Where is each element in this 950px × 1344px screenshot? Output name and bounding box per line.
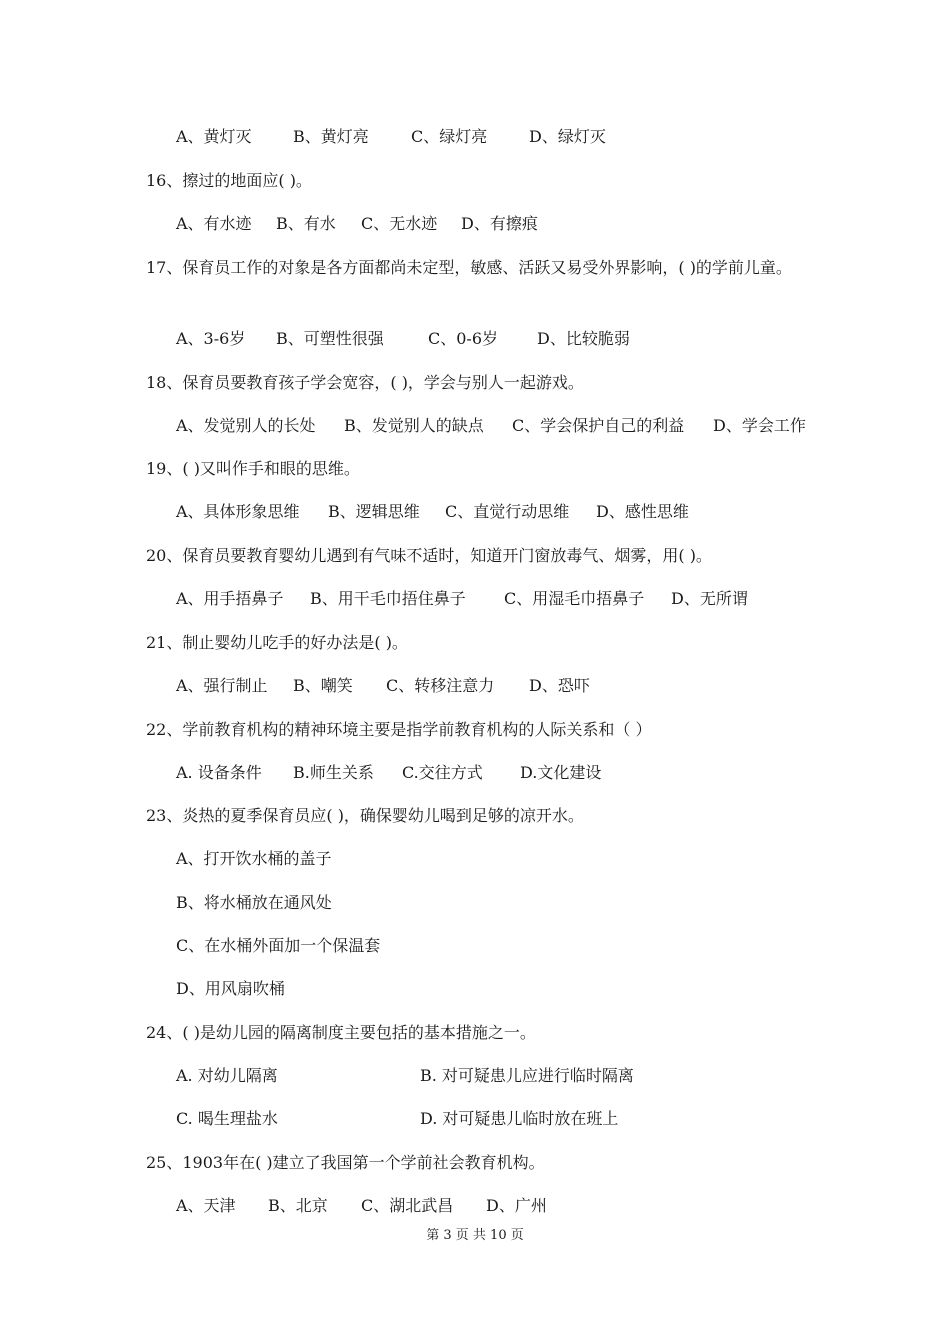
q20-option-b: B、用干毛巾捂住鼻子 (310, 589, 466, 608)
q18-option-a: A、发觉别人的长处 (176, 416, 316, 435)
q23-option-b: B、将水桶放在通风处 (176, 893, 332, 912)
q15-option-c: C、绿灯亮 (411, 127, 488, 146)
page-number-footer: 第 3 页 共 10 页 (426, 1228, 524, 1243)
q20-option-d: D、无所谓 (671, 589, 748, 608)
q23-option-c: C、在水桶外面加一个保温套 (176, 936, 381, 955)
q17-option-b: B、可塑性很强 (276, 329, 384, 348)
q20-option-a: A、用手捂鼻子 (176, 589, 284, 608)
q24-option-b: B. 对可疑患儿应进行临时隔离 (420, 1066, 634, 1085)
question-20-stem: 20、保育员要教育婴幼儿遇到有气味不适时，知道开门窗放毒气、烟雾，用( )。 (146, 546, 712, 565)
q17-option-a: A、3-6岁 (176, 329, 246, 348)
q19-option-b: B、逻辑思维 (328, 502, 420, 521)
q19-option-a: A、具体形象思维 (176, 502, 300, 521)
q25-option-c: C、湖北武昌 (361, 1196, 454, 1215)
q22-option-a: A. 设备条件 (176, 763, 262, 782)
q17-option-c: C、0-6岁 (428, 329, 499, 348)
q19-option-c: C、直觉行动思维 (445, 502, 570, 521)
q16-option-b: B、有水 (276, 214, 336, 233)
q24-option-d: D. 对可疑患儿临时放在班上 (420, 1109, 619, 1128)
q16-option-c: C、无水迹 (361, 214, 438, 233)
q19-option-d: D、感性思维 (596, 502, 689, 521)
q22-option-c: C.交往方式 (402, 763, 483, 782)
q24-option-a: A. 对幼儿隔离 (176, 1066, 278, 1085)
q23-option-a: A、打开饮水桶的盖子 (176, 849, 332, 868)
question-17-stem: 17、保育员工作的对象是各方面都尚未定型，敏感、活跃又易受外界影响，( )的学前儿童。 (146, 258, 792, 277)
q21-option-b: B、嘲笑 (293, 676, 353, 695)
q15-option-b: B、黄灯亮 (293, 127, 369, 146)
q20-option-c: C、用湿毛巾捂鼻子 (504, 589, 645, 608)
q16-option-a: A、有水迹 (176, 214, 252, 233)
q23-option-d: D、用风扇吹桶 (176, 979, 285, 998)
q18-option-b: B、发觉别人的缺点 (344, 416, 484, 435)
q24-option-c: C. 喝生理盐水 (176, 1109, 278, 1128)
q17-option-d: D、比较脆弱 (537, 329, 630, 348)
question-18-stem: 18、保育员要教育孩子学会宽容，( )，学会与别人一起游戏。 (146, 373, 584, 392)
q15-option-d: D、绿灯灭 (529, 127, 606, 146)
q18-option-c: C、学会保护自己的利益 (512, 416, 685, 435)
q21-option-d: D、恐吓 (529, 676, 590, 695)
q22-option-b: B.师生关系 (293, 763, 374, 782)
question-24-stem: 24、( )是幼儿园的隔离制度主要包括的基本措施之一。 (146, 1023, 536, 1042)
q21-option-a: A、强行制止 (176, 676, 268, 695)
question-23-stem: 23、炎热的夏季保育员应( )，确保婴幼儿喝到足够的凉开水。 (146, 806, 584, 825)
question-25-stem: 25、1903年在( )建立了我国第一个学前社会教育机构。 (146, 1153, 545, 1172)
q18-option-d: D、学会工作 (713, 416, 806, 435)
q25-option-a: A、天津 (176, 1196, 236, 1215)
question-22-stem: 22、学前教育机构的精神环境主要是指学前教育机构的人际关系和（ ） (146, 720, 652, 739)
q21-option-c: C、转移注意力 (386, 676, 495, 695)
q22-option-d: D.文化建设 (520, 763, 602, 782)
question-19-stem: 19、( )又叫作手和眼的思维。 (146, 459, 360, 478)
q25-option-d: D、广州 (486, 1196, 547, 1215)
question-21-stem: 21、制止婴幼儿吃手的好办法是( )。 (146, 633, 408, 652)
q15-option-a: A、黄灯灭 (176, 127, 252, 146)
q25-option-b: B、北京 (268, 1196, 328, 1215)
q16-option-d: D、有擦痕 (461, 214, 538, 233)
question-16-stem: 16、擦过的地面应( )。 (146, 171, 312, 190)
